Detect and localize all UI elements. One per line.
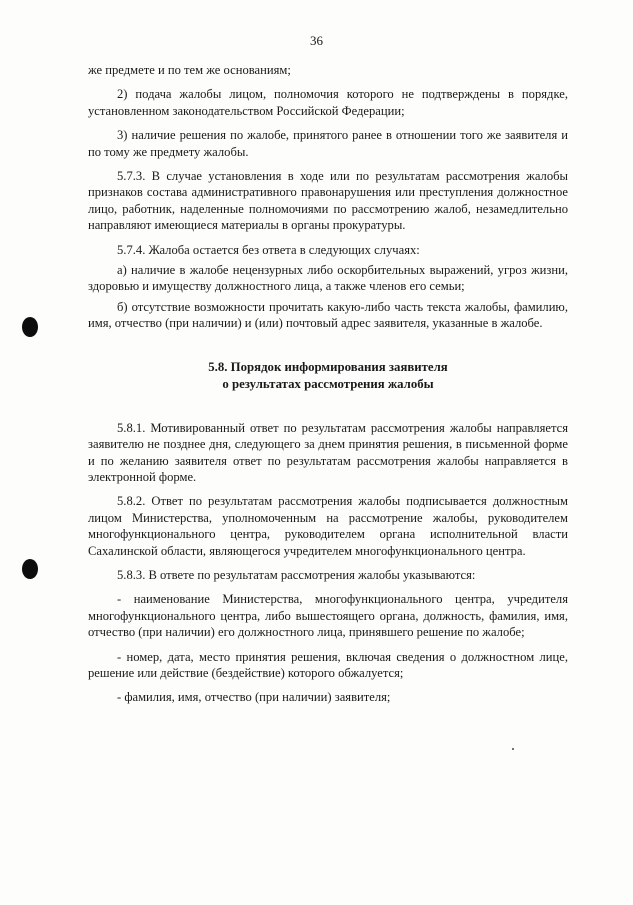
section-heading-line: 5.8. Порядок информирования заявителя [208, 359, 448, 374]
list-item: - номер, дата, место принятия решения, включая сведения о должностном лице, решение или действие (бездействие) которого обжалуется; [88, 649, 568, 680]
scan-speck [512, 748, 514, 750]
binder-hole-mark [22, 559, 38, 579]
paragraph: 5.8.3. В ответе по результатам рассмотрения жалобы указываются: [117, 567, 476, 582]
paragraph: 2) подача жалобы лицом, полномочия которого не подтверждены в порядке, установленном законодательством Российской Федерации; [88, 87, 568, 118]
paragraph: а) наличие в жалобе нецензурных либо оскорбительных выражений, угроз жизни, здоровью и имуществу должностного лица, а также членов его семьи; [88, 263, 568, 294]
paragraph: 3) наличие решения по жалобе, принятого ранее в отношении того же заявителя и по тому же предмету жалобы. [88, 128, 568, 159]
paragraph: 5.7.4. Жалоба остается без ответа в следующих случаях: [117, 242, 420, 257]
list-item: - фамилия, имя, отчество (при наличии) заявителя; [117, 690, 391, 705]
binder-hole-mark [22, 317, 38, 337]
paragraph: же предмете и по тем же основаниям; [88, 63, 291, 77]
paragraph: 5.7.3. В случае установления в ходе или по результатам рассмотрения жалобы признаков состава административного правонарушения или преступления должностное лицо, работник, наделенные полномочиями по рассмотрению жалоб, незамедлительно направляют имеющиеся материалы в органы прокуратуры. [88, 169, 568, 233]
section-heading [88, 359, 568, 393]
section-heading-line: о результатах рассмотрения жалобы [222, 376, 434, 391]
paragraph: 5.8.2. Ответ по результатам рассмотрения жалобы подписывается должностным лицом Министерства, уполномоченным на рассмотрение жалобы, руководителем многофункционального центра, руководителем органа исполнительной власти Сахалинской области, являющегося учредителем многофункционального центра. [88, 494, 568, 558]
paragraph: б) отсутствие возможности прочитать какую-либо часть текста жалобы, фамилию, имя, отчество (при наличии) и (или) почтовый адрес заявителя, указанные в жалобе. [88, 299, 568, 331]
document-body [88, 62, 568, 714]
page-number: 36 [310, 33, 323, 48]
list-item: - наименование Министерства, многофункционального центра, учредителя многофункционального центра, либо вышестоящего органа, должность, фамилия, имя, отчество (при наличии) его должностного лица, принявшего решение по жалобе; [88, 592, 568, 640]
paragraph: 5.8.1. Мотивированный ответ по результатам рассмотрения жалобы направляется заявителю не позднее дня, следующего за днем принятия решения, в письменной форме и по желанию заявителя ответ по результатам рассмотрения жалобы направляется в электронной форме. [88, 420, 568, 484]
